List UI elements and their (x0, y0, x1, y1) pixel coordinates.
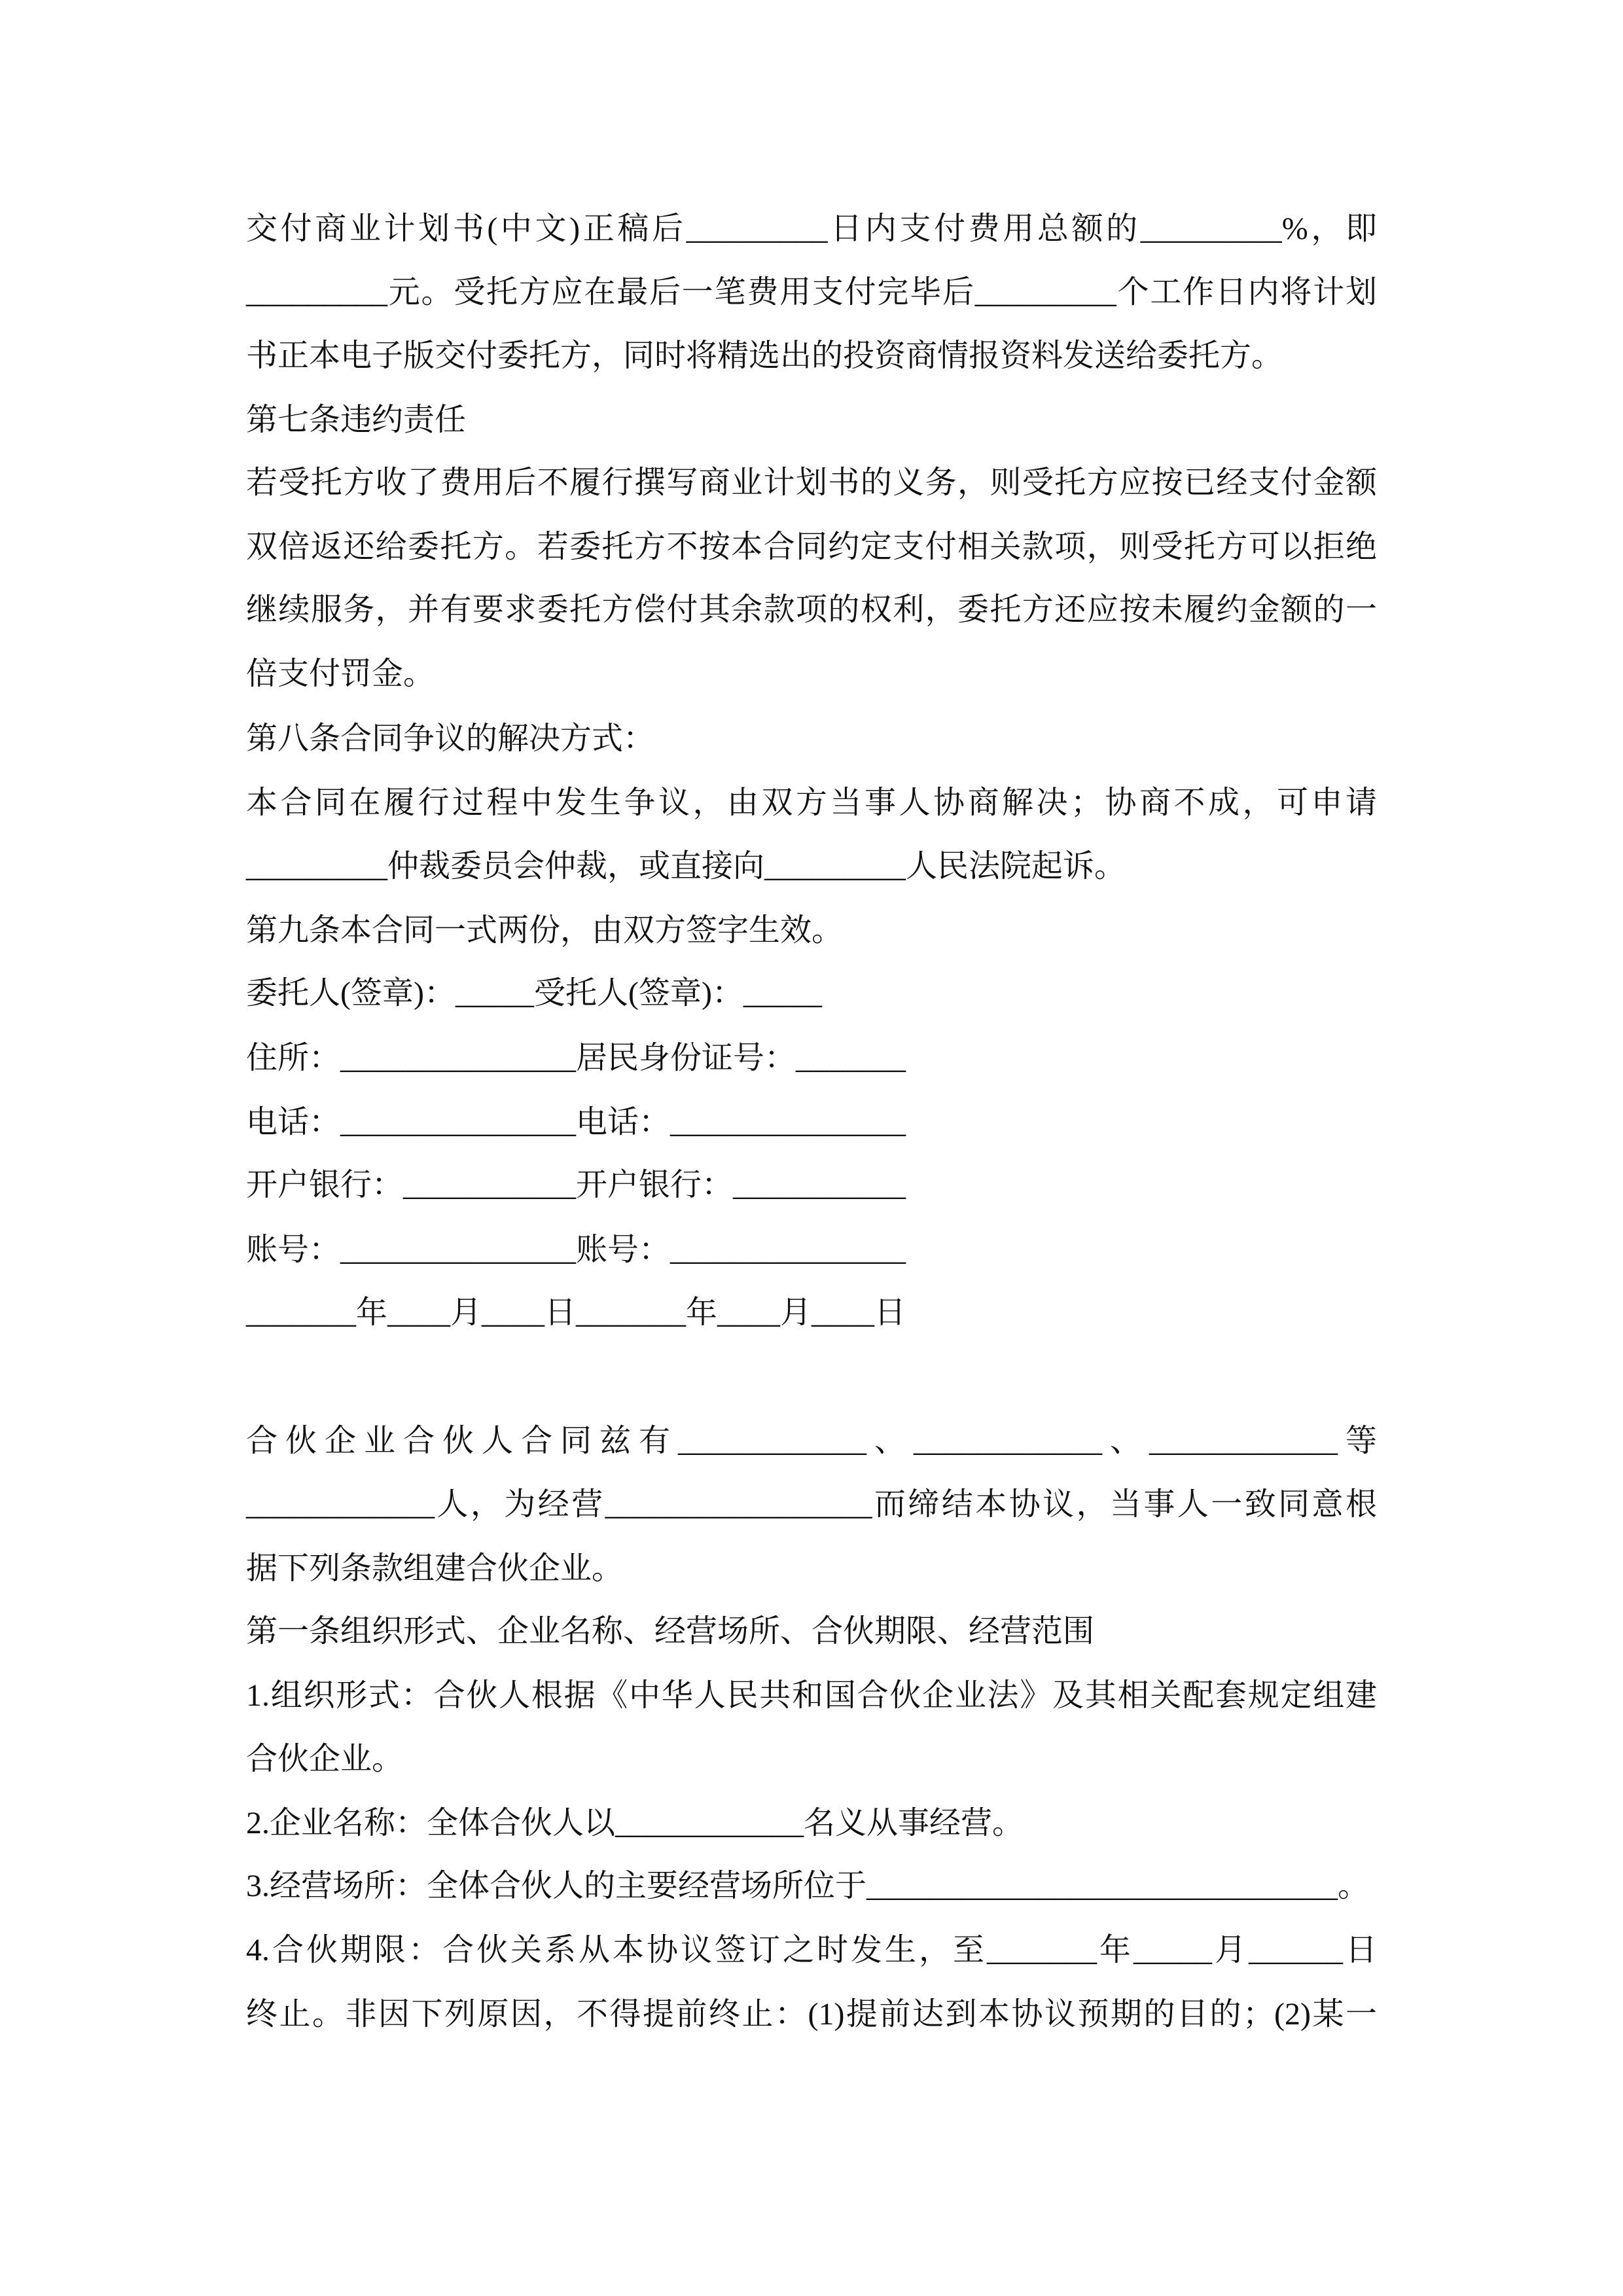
article-heading: 第八条合同争议的解决方式： (246, 721, 655, 756)
paragraph-line: 1.组织形式：合伙人根据《中华人民共和国合伙企业法》及其相关配套规定组建 (246, 1678, 1377, 1713)
article-heading: 第九条本合同一式两份，由双方签字生效。 (246, 913, 844, 948)
paragraph-line: 合伙企业。 (246, 1742, 404, 1776)
paragraph-line: 若受托方收了费用后不履行撰写商业计划书的义务，则受托方应按已经支付金额 (246, 465, 1377, 500)
account-line: 账号：_______________账号：_______________ (246, 1232, 906, 1267)
paragraph-line: 终止。非因下列原因，不得提前终止：(1)提前达到本协议预期的目的；(2)某一 (246, 1997, 1377, 2032)
signature-line: 委托人(签章)：_____受托人(签章)：_____ (246, 976, 822, 1011)
bank-line: 开户银行：___________开户银行：___________ (246, 1168, 906, 1202)
date-line: _______年____月____日_______年____月____日 (246, 1295, 906, 1330)
paragraph-line: ____________人，为经营_________________而缔结本协议，当事人一致同意根 (246, 1487, 1377, 1522)
paragraph-line: 合伙企业合伙人合同兹有____________、____________、____________等 (246, 1424, 1377, 1458)
paragraph-line: 3.经营场所：全体合伙人的主要经营场所位于______________________________。 (246, 1869, 1370, 1903)
paragraph-line: 4.合伙期限：合伙关系从本协议签订之时发生，至_______年_____月______日 (246, 1933, 1377, 1967)
paragraph-line: 据下列条款组建合伙企业。 (246, 1551, 624, 1586)
article-heading: 第一条组织形式、企业名称、经营场所、合伙期限、经营范围 (246, 1614, 1095, 1649)
address-line: 住所：_______________居民身份证号：_______ (246, 1041, 906, 1075)
paragraph-line: 双倍返还给委托方。若委托方不按本合同约定支付相关款项，则受托方可以拒绝 (246, 529, 1377, 564)
paragraph-line: 2.企业名称：全体合伙人以____________名义从事经营。 (246, 1806, 1024, 1840)
paragraph-line: 继续服务，并有要求委托方偿付其余款项的权利，委托方还应按未履约金额的一 (246, 592, 1377, 627)
paragraph-line: _________元。受托方应在最后一笔费用支付完毕后_________个工作日内将计划 (246, 275, 1377, 310)
paragraph-line: 倍支付罚金。 (246, 656, 435, 691)
paragraph-line: 书正本电子版交付委托方，同时将精选出的投资商情报资料发送给委托方。 (246, 338, 1283, 373)
paragraph-line: 交付商业计划书(中文)正稿后_________日内支付费用总额的_________%，即 (246, 211, 1377, 246)
paragraph-line: 本合同在履行过程中发生争议，由双方当事人协商解决；协商不成，可申请 (246, 785, 1377, 820)
phone-line: 电话：_______________电话：_______________ (246, 1105, 906, 1139)
article-heading: 第七条违约责任 (246, 403, 467, 437)
paragraph-line: _________仲裁委员会仲裁，或直接向_________人民法院起诉。 (246, 849, 1126, 884)
